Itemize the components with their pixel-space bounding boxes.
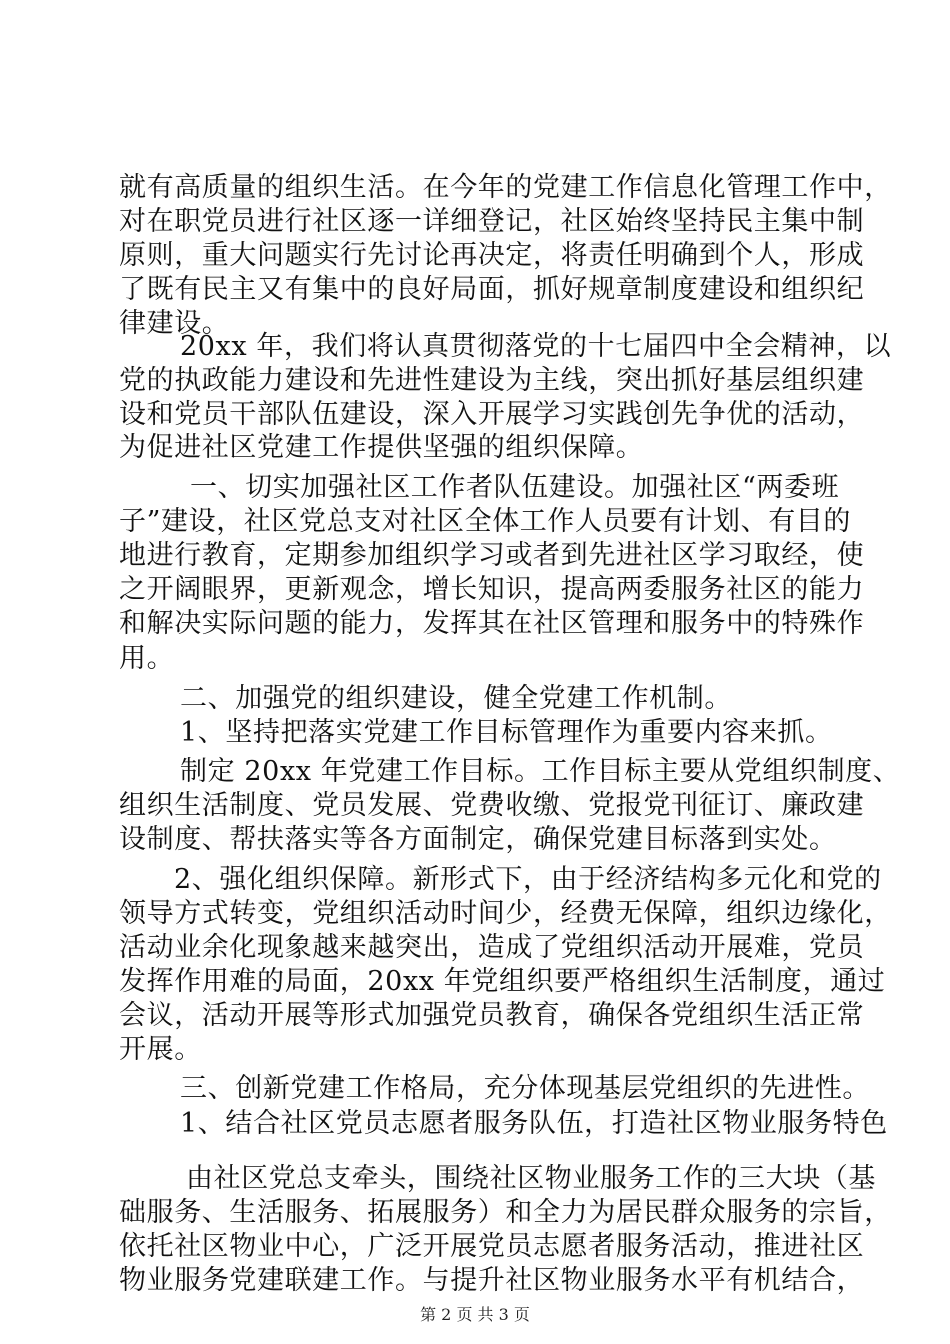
text-line: 设和党员干部队伍建设，深入开展学习实践创先争优的活动， xyxy=(119,399,865,430)
text-line: 由社区党总支牵头，围绕社区物业服务工作的三大块（基 xyxy=(186,1163,876,1194)
text-line: 二、加强党的组织建设，健全党建工作机制。 xyxy=(180,683,732,714)
text-line: 制定 20xx 年党建工作目标。工作目标主要从党组织制度、 xyxy=(180,756,901,787)
text-line: 子”建设，社区党总支对社区全体工作人员要有计划、有目的 xyxy=(119,506,852,537)
text-line: 设制度、帮扶落实等各方面制定，确保党建目标落到实处。 xyxy=(119,824,837,855)
text-line: 用。 xyxy=(119,643,175,674)
text-line: 和解决实际问题的能力，发挥其在社区管理和服务中的特殊作 xyxy=(119,608,865,639)
text-line: 2、强化组织保障。新形式下，由于经济结构多元化和党的 xyxy=(174,864,882,895)
text-line: 之开阔眼界，更新观念，增长知识，提高两委服务社区的能力 xyxy=(119,574,865,605)
text-line: 依托社区物业中心，广泛开展党员志愿者服务活动，推进社区 xyxy=(119,1231,865,1262)
text-line: 为促进社区党建工作提供坚强的组织保障。 xyxy=(119,432,644,463)
text-line: 20xx 年，我们将认真贯彻落党的十七届四中全会精神，以 xyxy=(180,331,892,362)
text-line: 一、切实加强社区工作者队伍建设。加强社区“两委班 xyxy=(190,472,840,503)
page-number-footer: 第 2 页 共 3 页 xyxy=(420,1305,530,1324)
text-line: 组织生活制度、党员发展、党费收缴、党报党刊征订、廉政建 xyxy=(119,790,865,821)
text-line: 就有高质量的组织生活。在今年的党建工作信息化管理工作中， xyxy=(119,172,892,203)
text-line: 对在职党员进行社区逐一详细登记，社区始终坚持民主集中制 xyxy=(119,206,865,237)
text-line: 律建设。 xyxy=(119,308,230,339)
text-line: 1、坚持把落实党建工作目标管理作为重要内容来抓。 xyxy=(180,717,833,748)
text-line: 活动业余化现象越来越突出，造成了党组织活动开展难，党员 xyxy=(119,932,865,963)
text-line: 党的执政能力建设和先进性建设为主线，突出抓好基层组织建 xyxy=(119,365,865,396)
text-line: 了既有民主又有集中的良好局面，抓好规章制度建设和组织纪 xyxy=(119,274,865,305)
text-line: 础服务、生活服务、拓展服务）和全力为居民群众服务的宗旨， xyxy=(119,1197,892,1228)
text-line: 原则，重大问题实行先讨论再决定，将责任明确到个人，形成 xyxy=(119,240,865,271)
text-line: 地进行教育，定期参加组织学习或者到先进社区学习取经，使 xyxy=(119,540,865,571)
text-line: 会议，活动开展等形式加强党员教育，确保各党组织生活正常 xyxy=(119,1000,865,1031)
text-line: 物业服务党建联建工作。与提升社区物业服务水平有机结合， xyxy=(119,1265,865,1296)
text-line: 三、创新党建工作格局，充分体现基层党组织的先进性。 xyxy=(180,1073,870,1104)
text-line: 领导方式转变，党组织活动时间少，经费无保障，组织边缘化， xyxy=(119,898,892,929)
text-line: 开展。 xyxy=(119,1034,202,1065)
text-line: 1、结合社区党员志愿者服务队伍，打造社区物业服务特色 xyxy=(180,1108,888,1139)
text-line: 发挥作用难的局面，20xx 年党组织要严格组织生活制度，通过 xyxy=(119,966,886,997)
